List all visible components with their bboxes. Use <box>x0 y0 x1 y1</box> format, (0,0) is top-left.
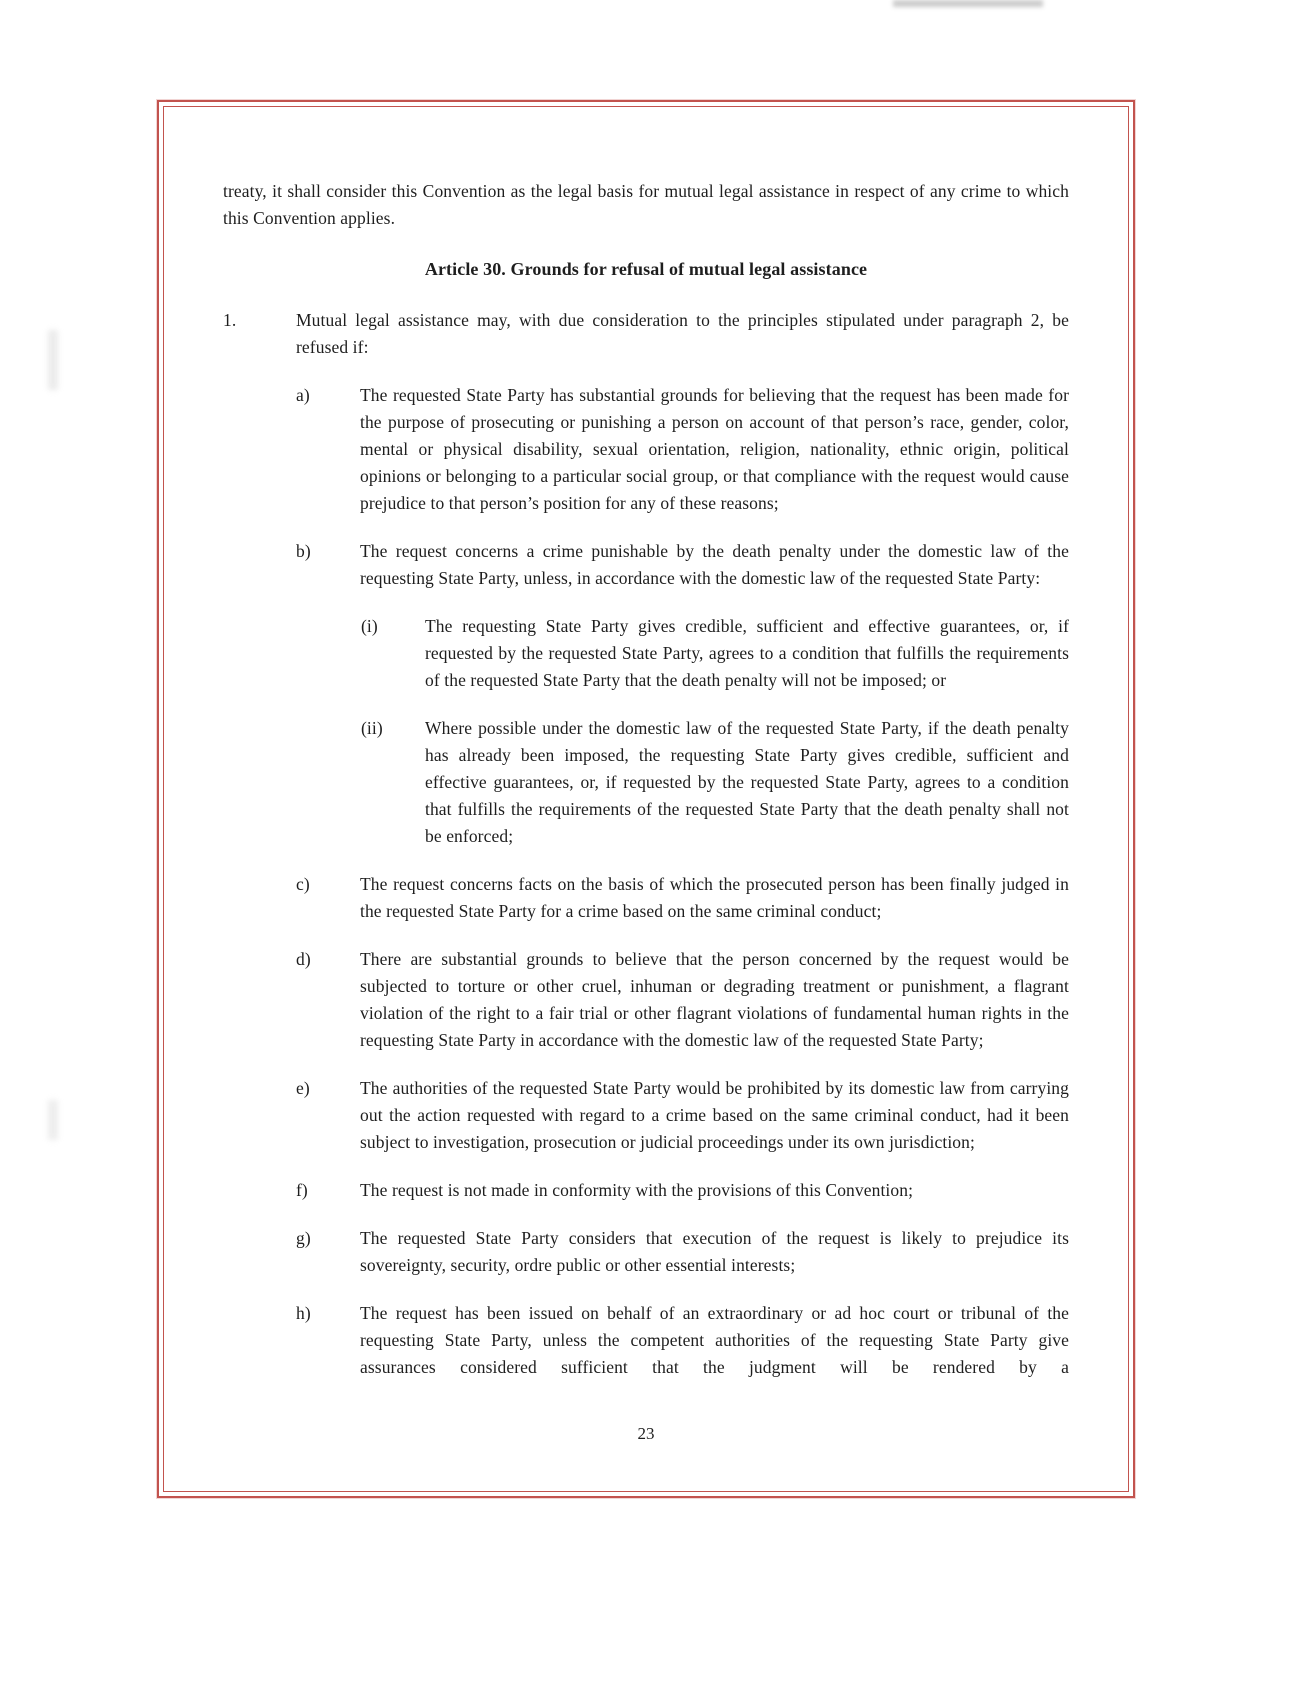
scan-artifact <box>48 330 58 390</box>
subitem-text: Where possible under the domestic law of the requested State Party, if the death penalty has already been imposed, the requesting State Party gives credible, sufficient and effective guarantees, or, if requested by the requested State Party, agrees to a condition that fulfills the requirements of the requested State Party that the death penalty shall not be enforced; <box>425 718 1069 846</box>
intro-paragraph: treaty, it shall consider this Convention as the legal basis for mutual legal assistance in respect of any crime to which this Convention applies. <box>223 181 1069 228</box>
item-text: There are substantial grounds to believe that the person concerned by the request would be subjected to torture or other cruel, inhuman or degrading treatment or punishment, a flagrant violation of the right to a fair trial or other flagrant violations of fundamental human rights in the requesting State Party in accordance with the domestic law of the requested State Party; <box>360 949 1069 1050</box>
item-label: h) <box>296 1303 311 1323</box>
scan-artifact <box>893 0 1043 7</box>
paragraph-number: 1. <box>223 310 237 330</box>
list-item-d <box>296 946 1069 1054</box>
list-item-h <box>296 1300 1069 1381</box>
item-label: b) <box>296 541 311 561</box>
list-subitem-ii <box>361 715 1069 850</box>
scan-artifact <box>48 1100 58 1140</box>
subitem-label: (ii) <box>361 718 383 738</box>
item-label: f) <box>296 1180 308 1200</box>
paragraph-text: Mutual legal assistance may, with due consideration to the principles stipulated under paragraph 2, be refused if: <box>296 310 1069 357</box>
page-number: 23 <box>637 1424 655 1443</box>
item-label: c) <box>296 874 310 894</box>
page-content <box>159 102 1133 1496</box>
item-label: d) <box>296 949 311 969</box>
subitem-label: (i) <box>361 616 378 636</box>
item-label: a) <box>296 385 310 405</box>
item-label: g) <box>296 1228 311 1248</box>
item-text: The request concerns a crime punishable by the death penalty under the domestic law of the requesting State Party, unless, in accordance with the domestic law of the requested State Party: <box>360 541 1069 588</box>
list-item-a <box>296 382 1069 517</box>
item-text: The requested State Party considers that execution of the request is likely to prejudice its sovereignty, security, ordre public or other essential interests; <box>360 1228 1069 1275</box>
list-subitem-i <box>361 613 1069 694</box>
subitem-text: The requesting State Party gives credible, sufficient and effective guarantees, or, if requested by the requested State Party, agrees to a condition that fulfills the requirements of the requested State Party that the death penalty will not be imposed; or <box>425 616 1069 690</box>
item-label: e) <box>296 1078 310 1098</box>
article-heading: Article 30. Grounds for refusal of mutual legal assistance <box>424 259 868 279</box>
list-item-c <box>296 871 1069 925</box>
list-item-f <box>296 1177 1069 1204</box>
item-text: The authorities of the requested State Party would be prohibited by its domestic law from carrying out the action requested with regard to a crime based on the same criminal conduct, had it been subject to investigation, prosecution or judicial proceedings under its own jurisdiction; <box>360 1078 1069 1152</box>
page-border-outer <box>157 100 1135 1498</box>
list-item-b <box>296 538 1069 592</box>
item-text: The request has been issued on behalf of an extraordinary or ad hoc court or tribunal of the requesting State Party, unless the competent authorities of the requesting State Party give assurances considered sufficient that the judgment will be rendered by a <box>360 1303 1069 1377</box>
list-item-g <box>296 1225 1069 1279</box>
list-item-e <box>296 1075 1069 1156</box>
item-text: The request is not made in conformity with the provisions of this Convention; <box>360 1180 914 1200</box>
numbered-paragraph <box>223 307 1069 361</box>
item-text: The request concerns facts on the basis of which the prosecuted person has been finally judged in the requested State Party for a crime based on the same criminal conduct; <box>360 874 1069 921</box>
item-text: The requested State Party has substantial grounds for believing that the request has been made for the purpose of prosecuting or punishing a person on account of that person’s race, gender, color, mental or physical disability, sexual orientation, religion, nationality, ethnic origin, political opinions or belonging to a particular social group, or that compliance with the request would cause prejudice to that person’s position for any of these reasons; <box>360 385 1069 513</box>
